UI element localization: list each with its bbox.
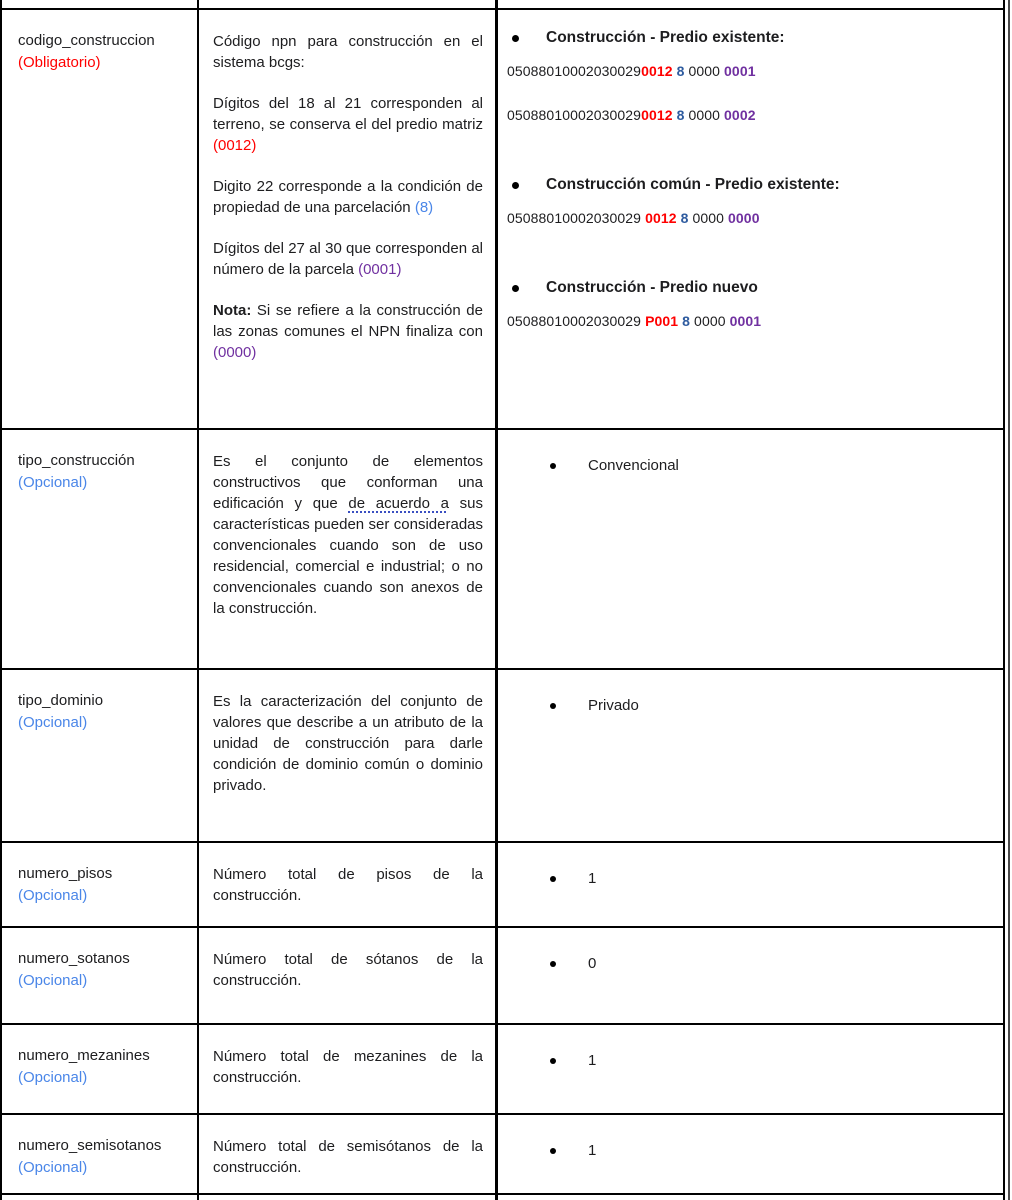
example-header-label: Construcción - Predio existente: xyxy=(546,29,785,46)
field-cell xyxy=(2,670,199,841)
example-value: Convencional xyxy=(588,457,679,474)
page-edge-line xyxy=(1008,0,1010,1200)
field-name: tipo_construcción xyxy=(18,452,135,469)
example-npn-code xyxy=(498,311,993,331)
field-name: numero_pisos xyxy=(18,865,113,882)
examples-cell xyxy=(498,1195,1003,1200)
text-segment: Dígitos del 27 al 30 que corresponden al número de la parcela xyxy=(213,240,483,278)
field-cell xyxy=(2,10,199,428)
example-npn-code xyxy=(498,208,993,228)
text-segment: Código npn para construcción en el sistema bcgs: xyxy=(213,33,483,71)
bullet-icon xyxy=(550,703,556,709)
table-row xyxy=(2,670,1003,843)
example-value: 1 xyxy=(588,1142,597,1159)
text-segment: Digito 22 corresponde a la condición de propiedad de una parcelación xyxy=(213,178,483,216)
field-requirement-badge: (Opcional) xyxy=(18,474,88,491)
text-segment: 0001 xyxy=(724,63,756,79)
examples-cell xyxy=(498,1115,1003,1193)
description-cell xyxy=(199,10,498,428)
bullet-icon xyxy=(512,182,519,189)
description-cell xyxy=(199,843,498,926)
example-header-label: Construcción común - Predio existente: xyxy=(546,176,840,193)
description-cell xyxy=(199,1115,498,1193)
text-segment: P001 xyxy=(645,313,679,329)
example-value: 1 xyxy=(588,1052,597,1069)
description-cell xyxy=(199,1025,498,1113)
example-bullet-header xyxy=(498,28,993,48)
example-bullet-header xyxy=(498,278,993,298)
text-segment: 05088010002030029 xyxy=(507,63,642,79)
example-value: Privado xyxy=(588,697,639,714)
description-paragraph xyxy=(213,31,483,73)
field-requirement-badge: (Opcional) xyxy=(18,887,88,904)
description-paragraph xyxy=(213,238,483,280)
example-bullet-item xyxy=(498,1051,993,1071)
examples-cell xyxy=(498,430,1003,668)
field-cell xyxy=(2,1025,199,1113)
example-bullet-item xyxy=(498,696,993,716)
example-bullet-header xyxy=(498,175,993,195)
text-segment: 0012 xyxy=(641,107,673,123)
field-requirement-badge: (Opcional) xyxy=(18,972,88,989)
table-row-fragment-bottom xyxy=(2,1195,1003,1200)
text-segment: 8 xyxy=(682,313,691,329)
text-segment: 0002 xyxy=(724,107,756,123)
example-npn-code xyxy=(498,61,993,81)
text-segment: 05088010002030029 xyxy=(507,107,642,123)
description-paragraph xyxy=(213,864,483,906)
description-paragraph xyxy=(213,93,483,156)
table-row xyxy=(2,430,1003,670)
text-segment: 0000 xyxy=(684,107,725,123)
bullet-icon xyxy=(512,285,519,292)
example-bullet-item xyxy=(498,456,993,476)
text-segment: Es el conjunto de elementos constructivos que conforman una edificación y que xyxy=(213,453,483,512)
examples-cell xyxy=(498,10,1003,428)
description-cell xyxy=(199,0,498,10)
text-segment: 0012 xyxy=(641,63,673,79)
text-segment: Número total de semisótanos de la construcción. xyxy=(213,1138,483,1176)
description-cell xyxy=(199,1195,498,1200)
field-name: tipo_dominio xyxy=(18,692,104,709)
bullet-icon xyxy=(550,876,556,882)
text-segment: Número total de mezanines de la construcción. xyxy=(213,1048,483,1086)
example-header-label: Construcción - Predio nuevo xyxy=(546,279,758,296)
table-row xyxy=(2,928,1003,1025)
description-paragraph xyxy=(213,691,483,796)
field-cell xyxy=(2,928,199,1023)
text-segment: Número total de pisos de la construcción. xyxy=(213,866,483,904)
description-paragraph xyxy=(213,451,483,619)
table-row-fragment-top xyxy=(2,0,1003,10)
text-segment: de acuerdo a xyxy=(348,495,449,512)
text-segment: 0012 xyxy=(645,210,677,226)
text-segment: 0000 xyxy=(684,63,725,79)
field-name: codigo_construccion xyxy=(18,32,155,49)
field-requirement-badge: (Opcional) xyxy=(18,1159,88,1176)
description-paragraph xyxy=(213,949,483,991)
text-segment: 0000 xyxy=(728,210,760,226)
text-segment: 05088010002030029 xyxy=(507,313,646,329)
text-segment: Si se refiere a la construcción de las zonas comunes el NPN finaliza con xyxy=(213,302,483,340)
bullet-icon xyxy=(550,1058,556,1064)
text-segment: 8 xyxy=(680,210,689,226)
description-cell xyxy=(199,928,498,1023)
text-segment: (0001) xyxy=(358,261,402,278)
examples-cell xyxy=(498,843,1003,926)
table-row xyxy=(2,843,1003,928)
field-cell xyxy=(2,1115,199,1193)
example-bullet-item xyxy=(498,1141,993,1161)
text-segment: 05088010002030029 xyxy=(507,210,646,226)
text-segment: Dígitos del 18 al 21 corresponden al terreno, se conserva el del predio matriz xyxy=(213,95,483,133)
text-segment: 0001 xyxy=(729,313,762,329)
example-bullet-item xyxy=(498,869,993,889)
field-cell xyxy=(2,430,199,668)
text-segment: (8) xyxy=(414,199,434,216)
example-npn-code xyxy=(498,105,993,125)
field-cell xyxy=(2,0,199,10)
description-paragraph xyxy=(213,300,483,363)
table-row xyxy=(2,10,1003,430)
text-segment: 8 xyxy=(676,63,685,79)
example-bullet-item xyxy=(498,954,993,974)
examples-cell xyxy=(498,928,1003,1023)
text-segment: (0000) xyxy=(213,344,257,361)
text-segment: Es la caracterización del conjunto de valores que describe a un atributo de la unidad de construcción para darle condición de dominio común o dominio privado. xyxy=(213,693,483,794)
bullet-icon xyxy=(550,961,556,967)
description-paragraph xyxy=(213,1046,483,1088)
text-segment: (0012) xyxy=(213,137,257,154)
text-segment: sus características pueden ser consideradas convencionales cuando son de uso residencial, comercial e industrial; o no convencionales cuando son anexos de la construcción. xyxy=(213,495,483,617)
field-cell xyxy=(2,1195,199,1200)
field-cell xyxy=(2,843,199,926)
example-value: 1 xyxy=(588,870,597,887)
bullet-icon xyxy=(550,463,556,469)
field-requirement-badge: (Opcional) xyxy=(18,1069,88,1086)
examples-cell xyxy=(498,1025,1003,1113)
text-segment: Número total de sótanos de la construcción. xyxy=(213,951,483,989)
table-row xyxy=(2,1025,1003,1115)
text-segment: 0000 xyxy=(690,313,730,329)
table-row xyxy=(2,1115,1003,1195)
description-paragraph xyxy=(213,176,483,218)
description-cell xyxy=(199,670,498,841)
field-name: numero_semisotanos xyxy=(18,1137,162,1154)
bullet-icon xyxy=(512,35,519,42)
field-requirement-badge: (Opcional) xyxy=(18,714,88,731)
text-segment: 8 xyxy=(676,107,685,123)
text-segment: 0000 xyxy=(688,210,729,226)
bullet-icon xyxy=(550,1148,556,1154)
field-name: numero_sotanos xyxy=(18,950,130,967)
description-paragraph xyxy=(213,1136,483,1178)
examples-cell xyxy=(498,670,1003,841)
text-segment: Nota: xyxy=(213,302,252,319)
description-cell xyxy=(199,430,498,668)
examples-cell xyxy=(498,0,1003,10)
example-value: 0 xyxy=(588,955,597,972)
field-requirement-badge: (Obligatorio) xyxy=(18,54,101,71)
field-name: numero_mezanines xyxy=(18,1047,150,1064)
